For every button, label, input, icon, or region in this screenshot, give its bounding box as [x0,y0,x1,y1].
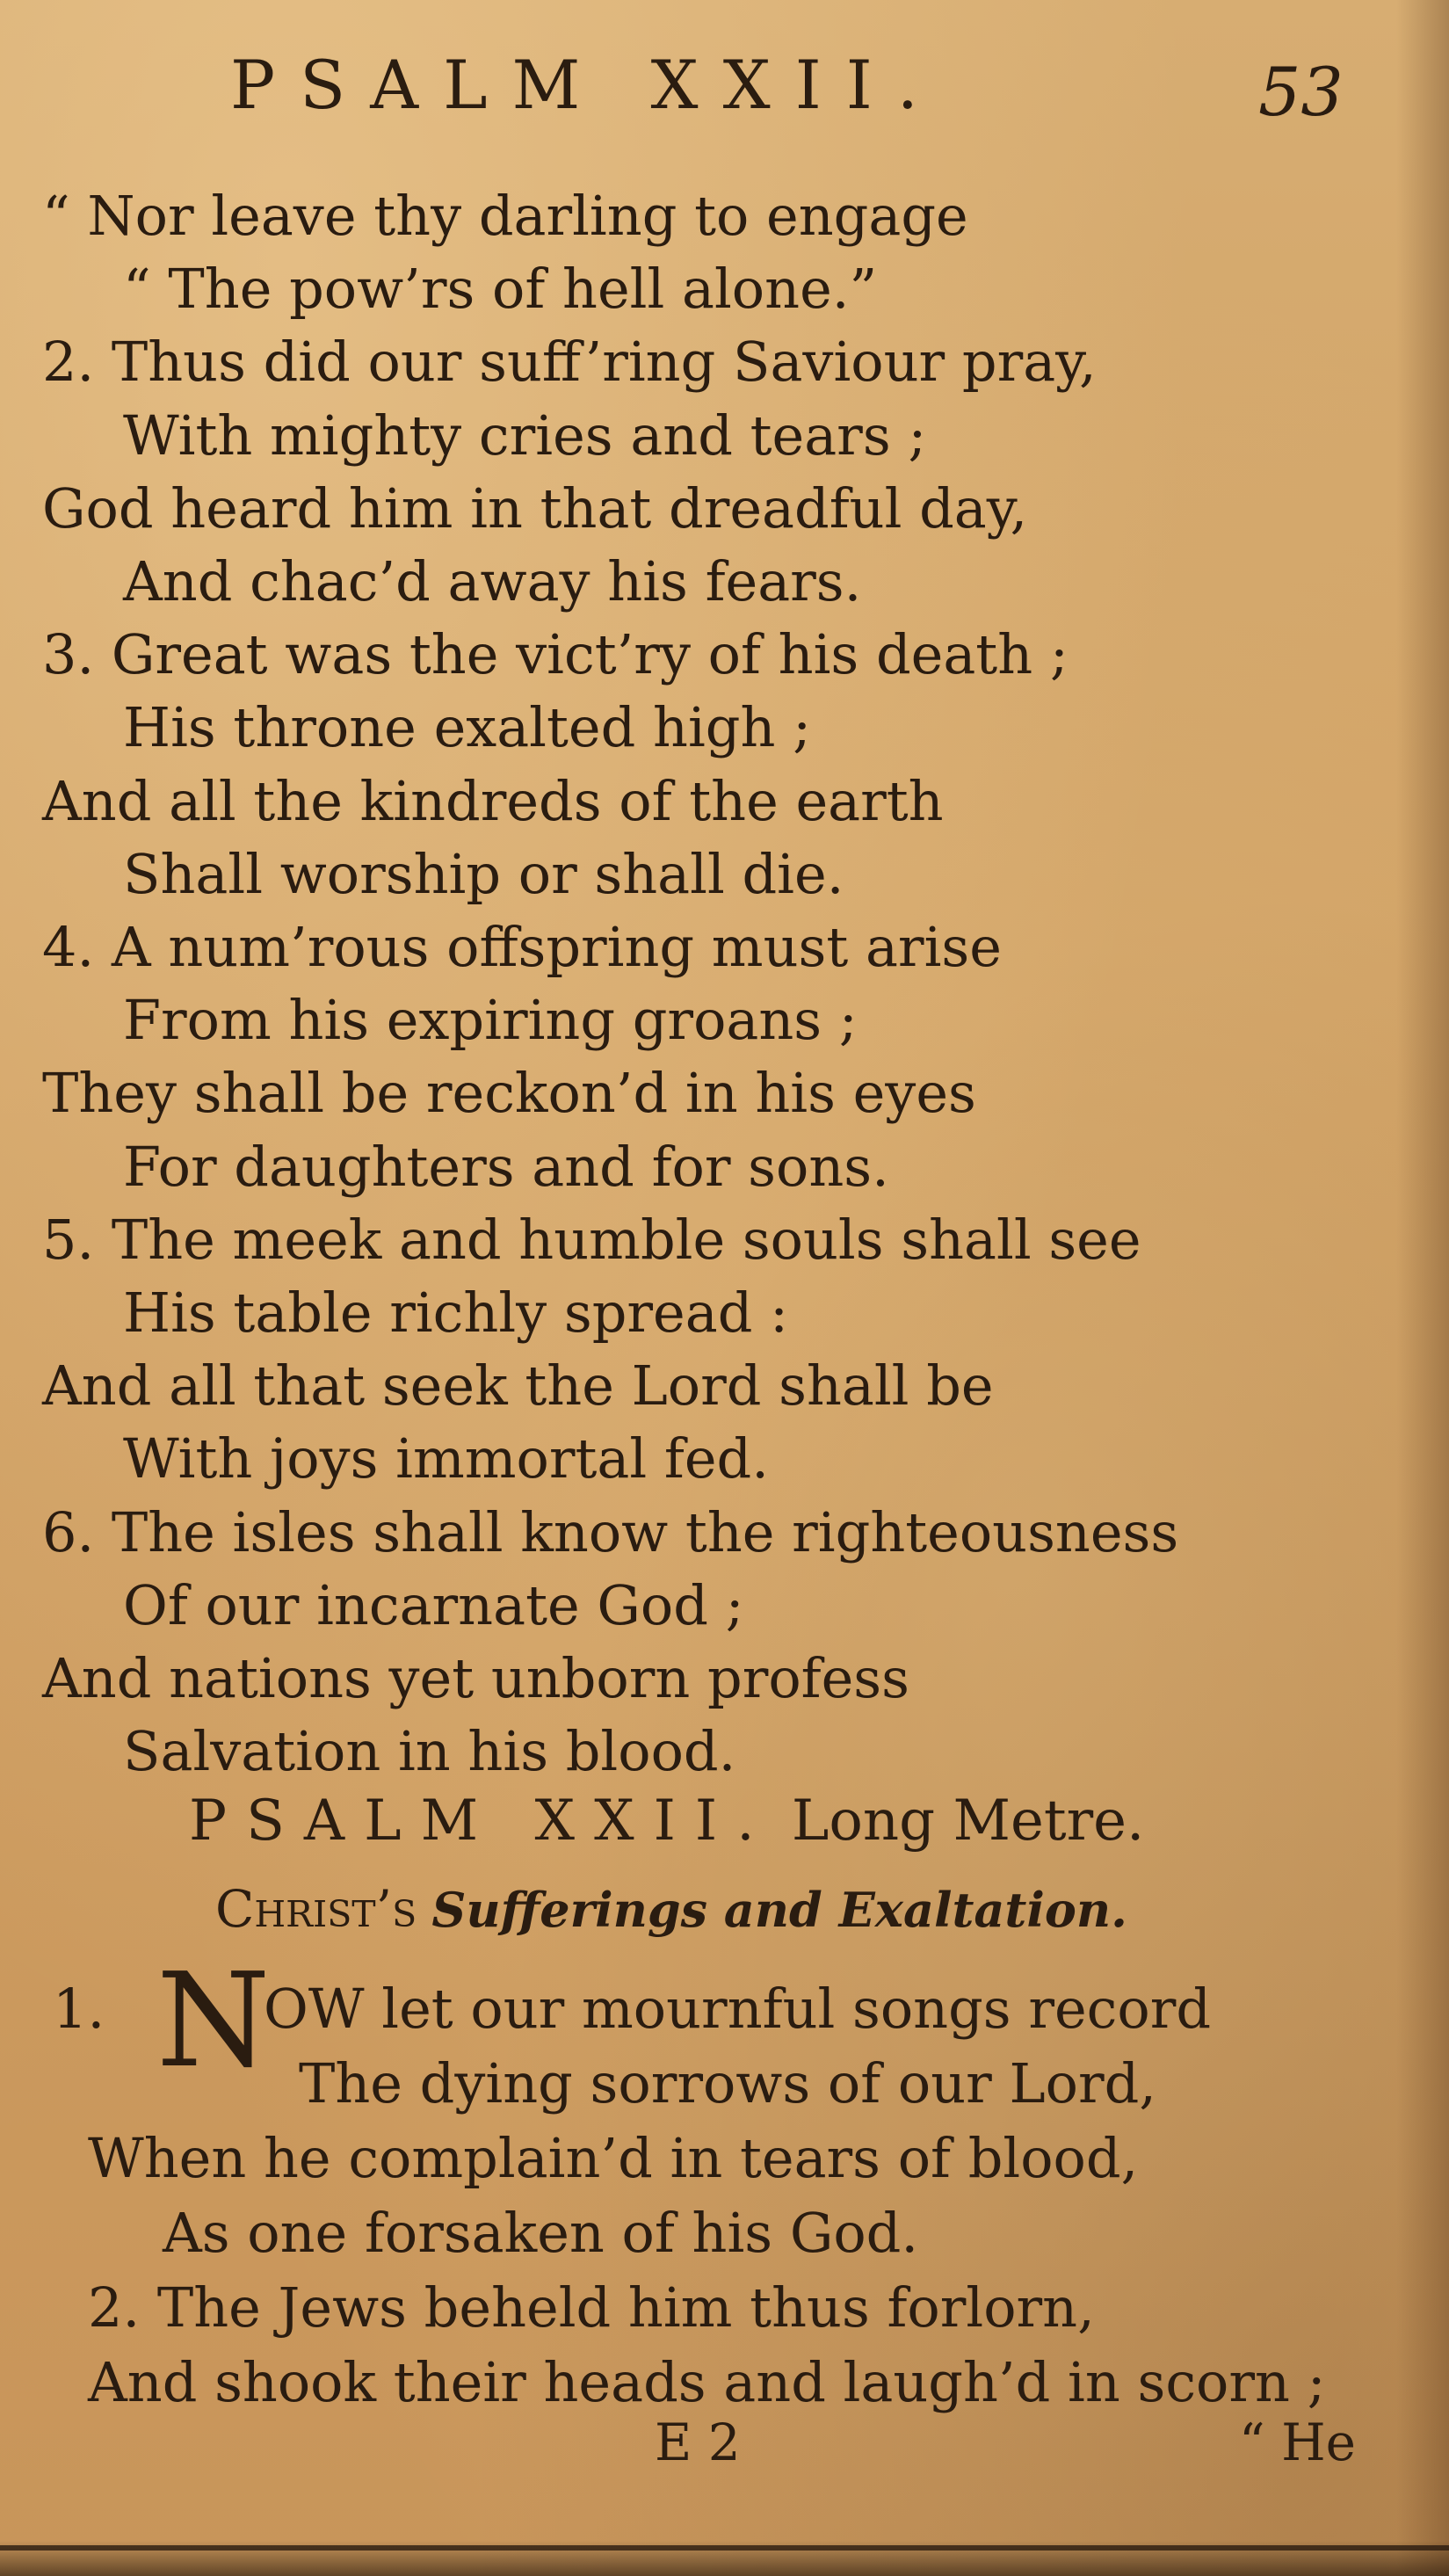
verse-line: Of our incarnate God ; [123,1573,744,1637]
verse-line: 2. The Jews beheld him thus forlorn, [88,2275,1095,2340]
verse-line: “ Nor leave thy darling to engage [42,184,968,248]
subheading-rest: Sufferings and Exaltation. [431,1882,1127,1938]
verse-line: 4. A num’rous offspring must arise [42,915,1002,979]
verse-line: With joys immortal fed. [123,1426,769,1491]
verse-line: 3. Great was the vict’ry of his death ; [42,622,1069,686]
verse-line: And nations yet unborn profess [42,1646,909,1710]
verse-number: 1. [53,1977,105,2041]
verse-line: 5. The meek and humble souls shall see [42,1208,1141,1272]
psalm-heading [189,1789,1145,1854]
verse-line: When he complain’d in tears of blood, [88,2126,1139,2190]
verse-line: From his expiring groans ; [123,988,858,1052]
verse-line: They shall be reckon’d in his eyes [42,1061,976,1125]
psalm-subheading [215,1879,1127,1939]
page-bottom-shadow [0,2541,1449,2576]
verse-line: And shook their heads and laugh’d in scorn ; [88,2350,1326,2414]
page-edge-shadow [1396,0,1449,2576]
verse-line: 6. The isles shall know the righteousness [42,1500,1179,1564]
signature-mark: E 2 [655,2413,741,2472]
verse-line: With mighty cries and tears ; [123,403,927,468]
first-line-rest: OW let our mournful songs record [264,1977,1212,2041]
verse-line: As one forsaken of his God. [163,2201,919,2265]
running-head [0,37,1449,134]
verse-line: And all the kindreds of the earth [42,769,944,833]
verse-line: His throne exalted high ; [123,695,811,759]
verse-line: “ The pow’rs of hell alone.” [123,257,878,321]
verse-line: And all that seek the Lord shall be [42,1353,994,1418]
subheading-name: Christ’s [215,1879,417,1939]
catchword: “ He [1239,2413,1356,2472]
verse-line: For daughters and for sons. [123,1135,889,1199]
verse-line: God heard him in that dreadful day, [42,476,1028,541]
drop-cap: N [156,1945,271,2096]
verse-line: The dying sorrows of our Lord, [299,2051,1157,2115]
verse-line: His table richly spread : [123,1281,788,1345]
psalm-heading-title: PSALM XXII. [189,1789,774,1854]
page-number: 53 [1258,53,1344,131]
verse-line: Shall worship or shall die. [123,842,844,906]
psalm-heading-metre: Long Metre. [791,1789,1145,1854]
running-head-title: PSALM XXII. [230,46,943,124]
verse-line: 2. Thus did our suff’ring Saviour pray, [42,330,1097,394]
verse-line: And chac’d away his fears. [123,549,862,613]
verse-line: Salvation in his blood. [123,1719,736,1783]
